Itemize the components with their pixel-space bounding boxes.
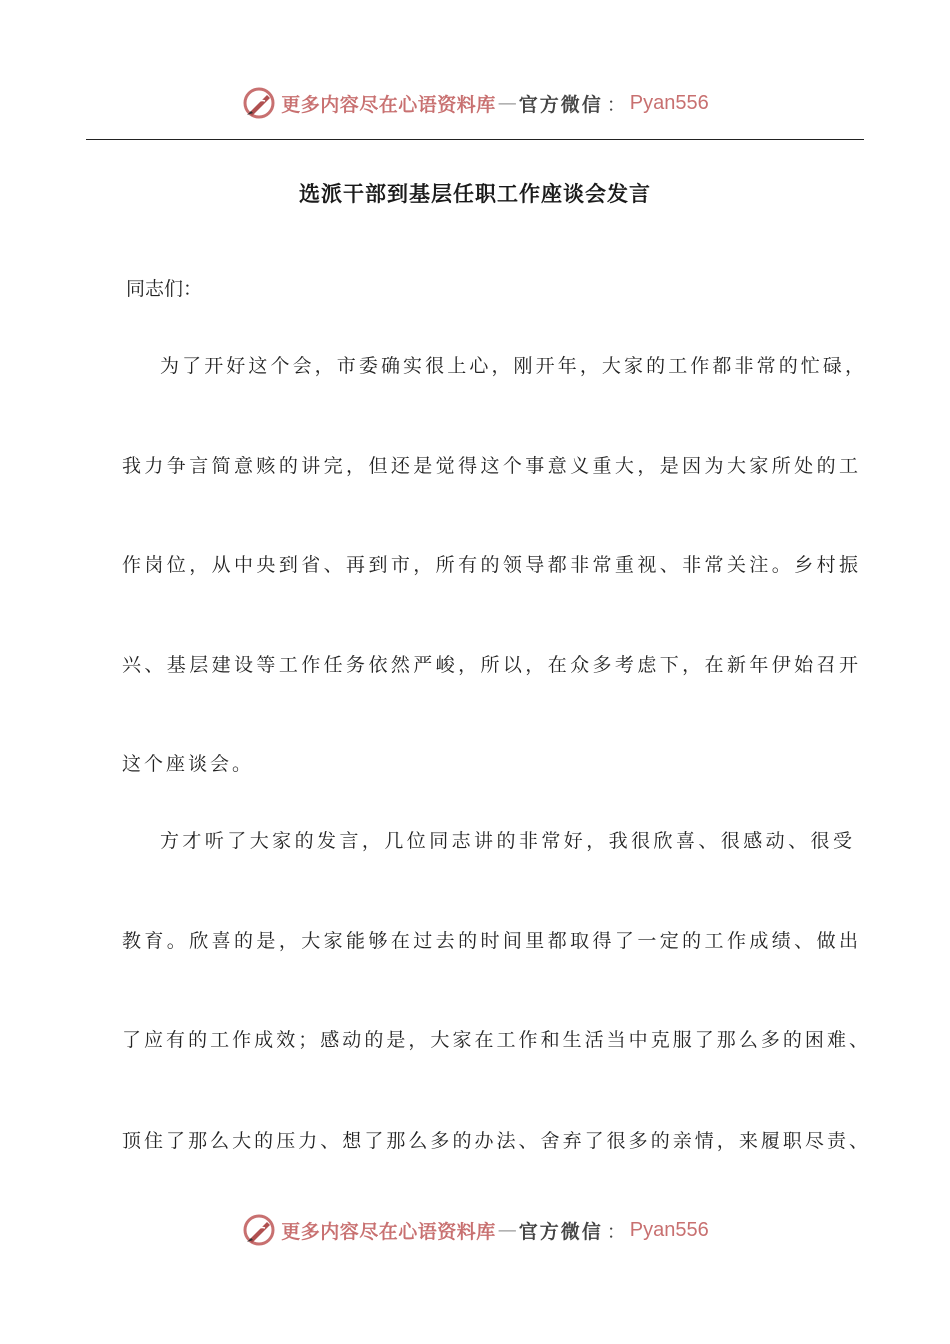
paragraph-line: 顶住了那么大的压力、想了那么多的办法、舍弃了很多的亲情，来履职尽责、: [122, 1130, 868, 1152]
paragraph-line: 为了开好这个会，市委确实很上心，刚开年，大家的工作都非常的忙碌，: [160, 355, 864, 377]
banner-wechat-id: Pyan556: [629, 91, 709, 114]
banner-wechat-id: Pyan556: [629, 1218, 709, 1241]
banner-text: 更多内容尽在心语资料库: [281, 93, 496, 116]
paragraph-line: 作岗位，从中央到省、再到市，所有的领导都非常重视、非常关注。乡村振: [122, 554, 858, 576]
paragraph-line: 兴、基层建设等工作任务依然严峻，所以，在众多考虑下，在新年伊始召开: [122, 654, 858, 676]
paragraph-line: 方才听了大家的发言，几位同志讲的非常好，我很欣喜、很感动、很受: [160, 830, 852, 852]
header-banner: [0, 81, 950, 125]
banner-text: 更多内容尽在心语资料库: [281, 1220, 496, 1243]
banner-colon: ：: [606, 1220, 626, 1243]
banner-colon: ：: [606, 93, 626, 116]
banner-dash: —: [497, 1219, 517, 1241]
banner-wechat-label: 官方微信: [518, 1220, 603, 1243]
paragraph-line: 教育。欣喜的是，大家能够在过去的时间里都取得了一定的工作成绩、做出: [122, 930, 858, 952]
paragraph-line: 我力争言简意赅的讲完，但还是觉得这个事意义重大，是因为大家所处的工: [122, 455, 858, 477]
paragraph-line: 这个座谈会。: [122, 753, 255, 775]
pen-logo-icon: [241, 1212, 277, 1248]
document-title: 选派干部到基层任职工作座谈会发言: [299, 182, 651, 206]
header-divider: [86, 139, 864, 140]
pen-logo-icon: [241, 85, 277, 121]
salutation: 同志们：: [126, 278, 203, 300]
footer-banner: [0, 1208, 950, 1252]
banner-wechat-label: 官方微信: [518, 93, 603, 116]
banner-dash: —: [497, 92, 517, 114]
paragraph-line: 了应有的工作成效；感动的是，大家在工作和生活当中克服了那么多的困难、: [122, 1029, 868, 1051]
